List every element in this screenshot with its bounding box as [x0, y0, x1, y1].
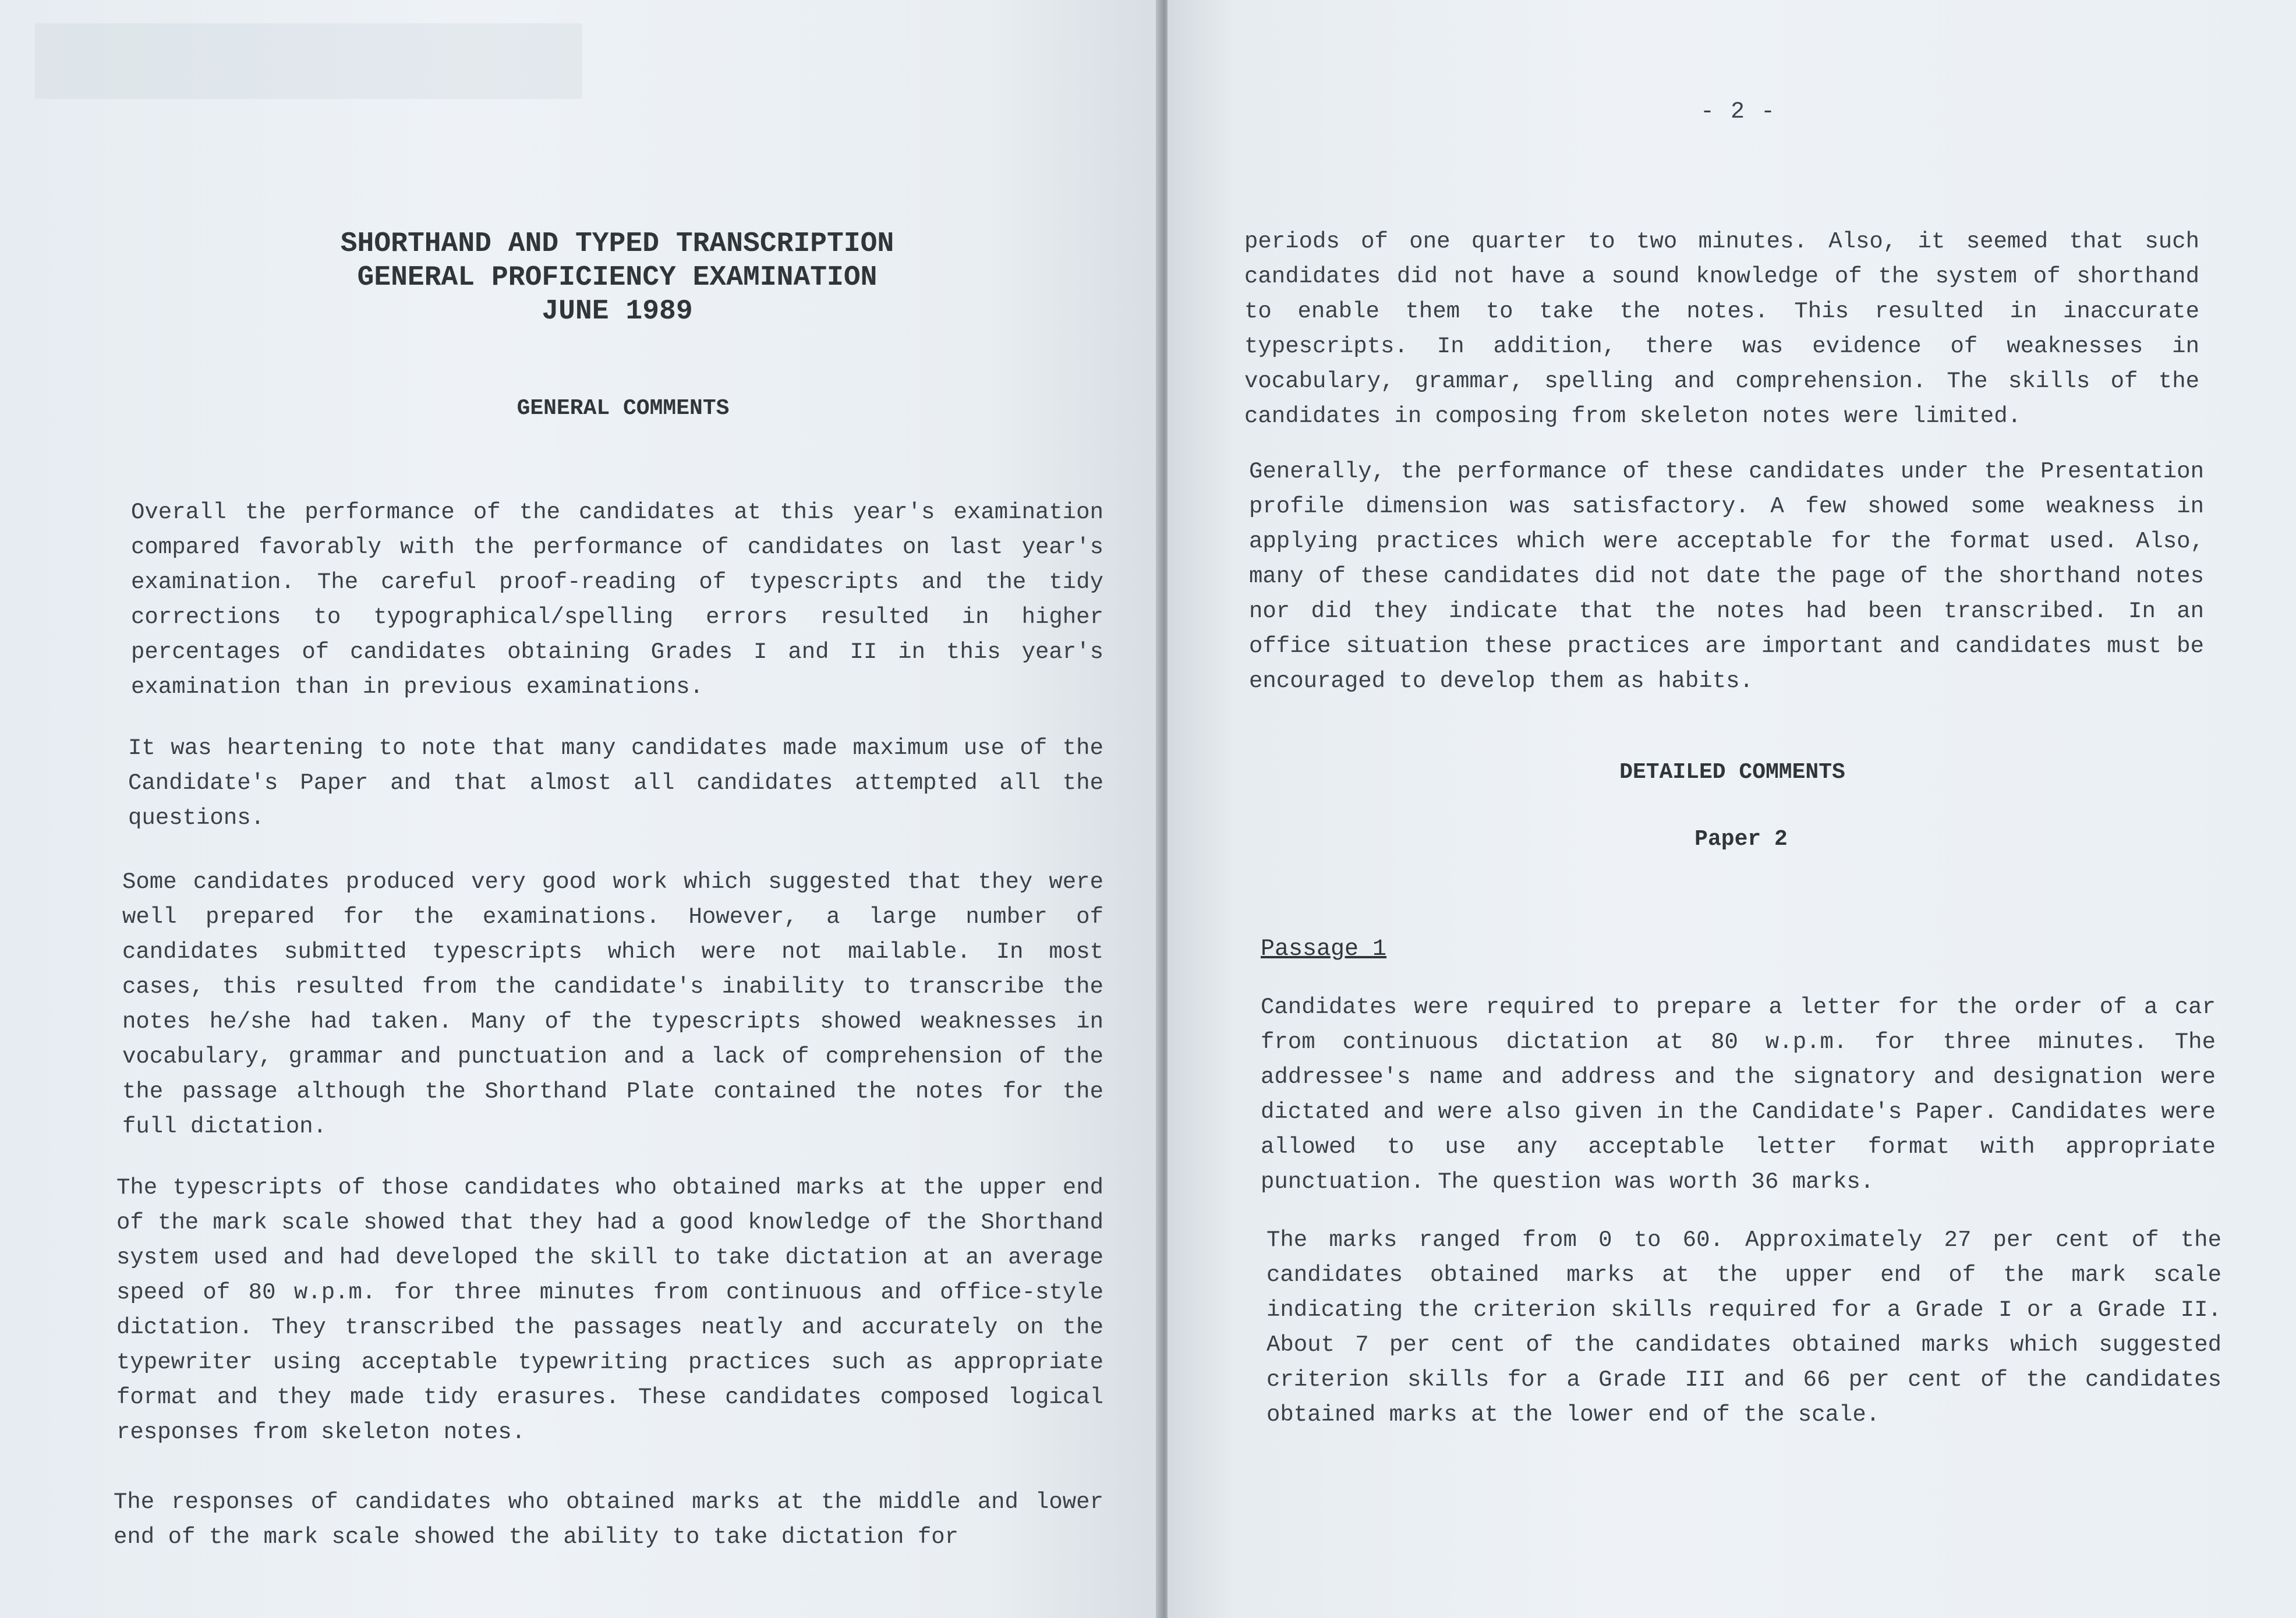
- page-number: - 2 -: [1700, 99, 1777, 125]
- document-title: [175, 227, 1060, 328]
- paragraph: It was heartening to note that many candidates made maximum use of the Candidate's Paper and that almost all candidates attempted all the questions.: [128, 735, 1103, 831]
- title-line-1: SHORTHAND AND TYPED TRANSCRIPTION: [340, 228, 894, 260]
- general-comments-heading: GENERAL COMMENTS: [516, 396, 730, 421]
- paragraph: Some candidates produced very good work which suggested that they were well prepared for the examinations. However, a large number of candidates submitted typescripts which were not mailable. In most cases, this resulted from the candidate's inability to transcribe the notes he/she had taken. Many of the typescripts showed weaknesses in vocabulary, grammar and punctuation and a lack of comprehension of the the passage although the Shorthand Plate contained the notes for the full dictation.: [122, 869, 1103, 1139]
- paragraph: The responses of candidates who obtained marks at the middle and lower end of the mark scale showed the ability to take dictation for: [114, 1489, 1103, 1550]
- passage-label: Passage 1: [1261, 936, 1387, 962]
- paragraph: The typescripts of those candidates who obtained marks at the upper end of the mark scale showed that they had a good knowledge of the Shorthand system used and had developed the skill to take dictation at an average speed of 80 w.p.m. for three minutes from continuous and office-style dictation. They transcribed the passages neatly and accurately on the typewriter using acceptable typewriting practices such as appropriate format and they made tidy erasures. These candidates composed logical responses from skeleton notes.: [116, 1175, 1103, 1445]
- paragraph: The marks ranged from 0 to 60. Approximately 27 per cent of the candidates obtained marks at the upper end of the mark scale indicating the criterion skills required for a Grade I or a Grade II. About 7 per cent of the candidates obtained marks which suggested criterion skills for a Grade III and 66 per cent of the candidates obtained marks at the lower end of the scale.: [1266, 1227, 2221, 1428]
- paragraph: Generally, the performance of these candidates under the Presentation profile dimension was satisfactory. A few showed some weakness in applying practices which were acceptable for the format used. Also, many of these candidates did not date the page of the shorthand notes nor did they indicate that the notes had been transcribed. In an office situation these practices are important and candidates must be encouraged to develop them as habits.: [1249, 459, 2204, 694]
- right-page: [1168, 0, 2296, 1618]
- title-line-2: GENERAL PROFICIENCY EXAMINATION: [357, 262, 878, 293]
- ghost-stain: [35, 23, 582, 99]
- title-line-3: JUNE 1989: [542, 296, 693, 327]
- detailed-comments-heading: DETAILED COMMENTS: [1619, 760, 1845, 785]
- paragraph: Candidates were required to prepare a letter for the order of a car from continuous dictation at 80 w.p.m. for three minutes. The addressee's name and address and the signatory and designation were dictated and were also given in the Candidate's Paper. Candidates were allowed to use any acceptable letter format with appropriate punctuation. The question was worth 36 marks.: [1261, 994, 2216, 1195]
- paragraph: Overall the performance of the candidates at this year's examination compared favorably with the performance of candidates on last year's examination. The careful proof-reading of typescripts and the tidy corrections to typographical/spelling errors resulted in higher percentages of candidates obtaining Grades I and II in this year's examination than in previous examinations.: [131, 500, 1103, 700]
- paragraph: periods of one quarter to two minutes. Also, it seemed that such candidates did not have a sound knowledge of the system of shorthand to enable them to take the notes. This resulted in inaccurate typescripts. In addition, there was evidence of weaknesses in vocabulary, grammar, spelling and comprehension. The skills of the candidates in composing from skeleton notes were limited.: [1244, 229, 2199, 429]
- paper-heading: Paper 2: [1694, 827, 1788, 852]
